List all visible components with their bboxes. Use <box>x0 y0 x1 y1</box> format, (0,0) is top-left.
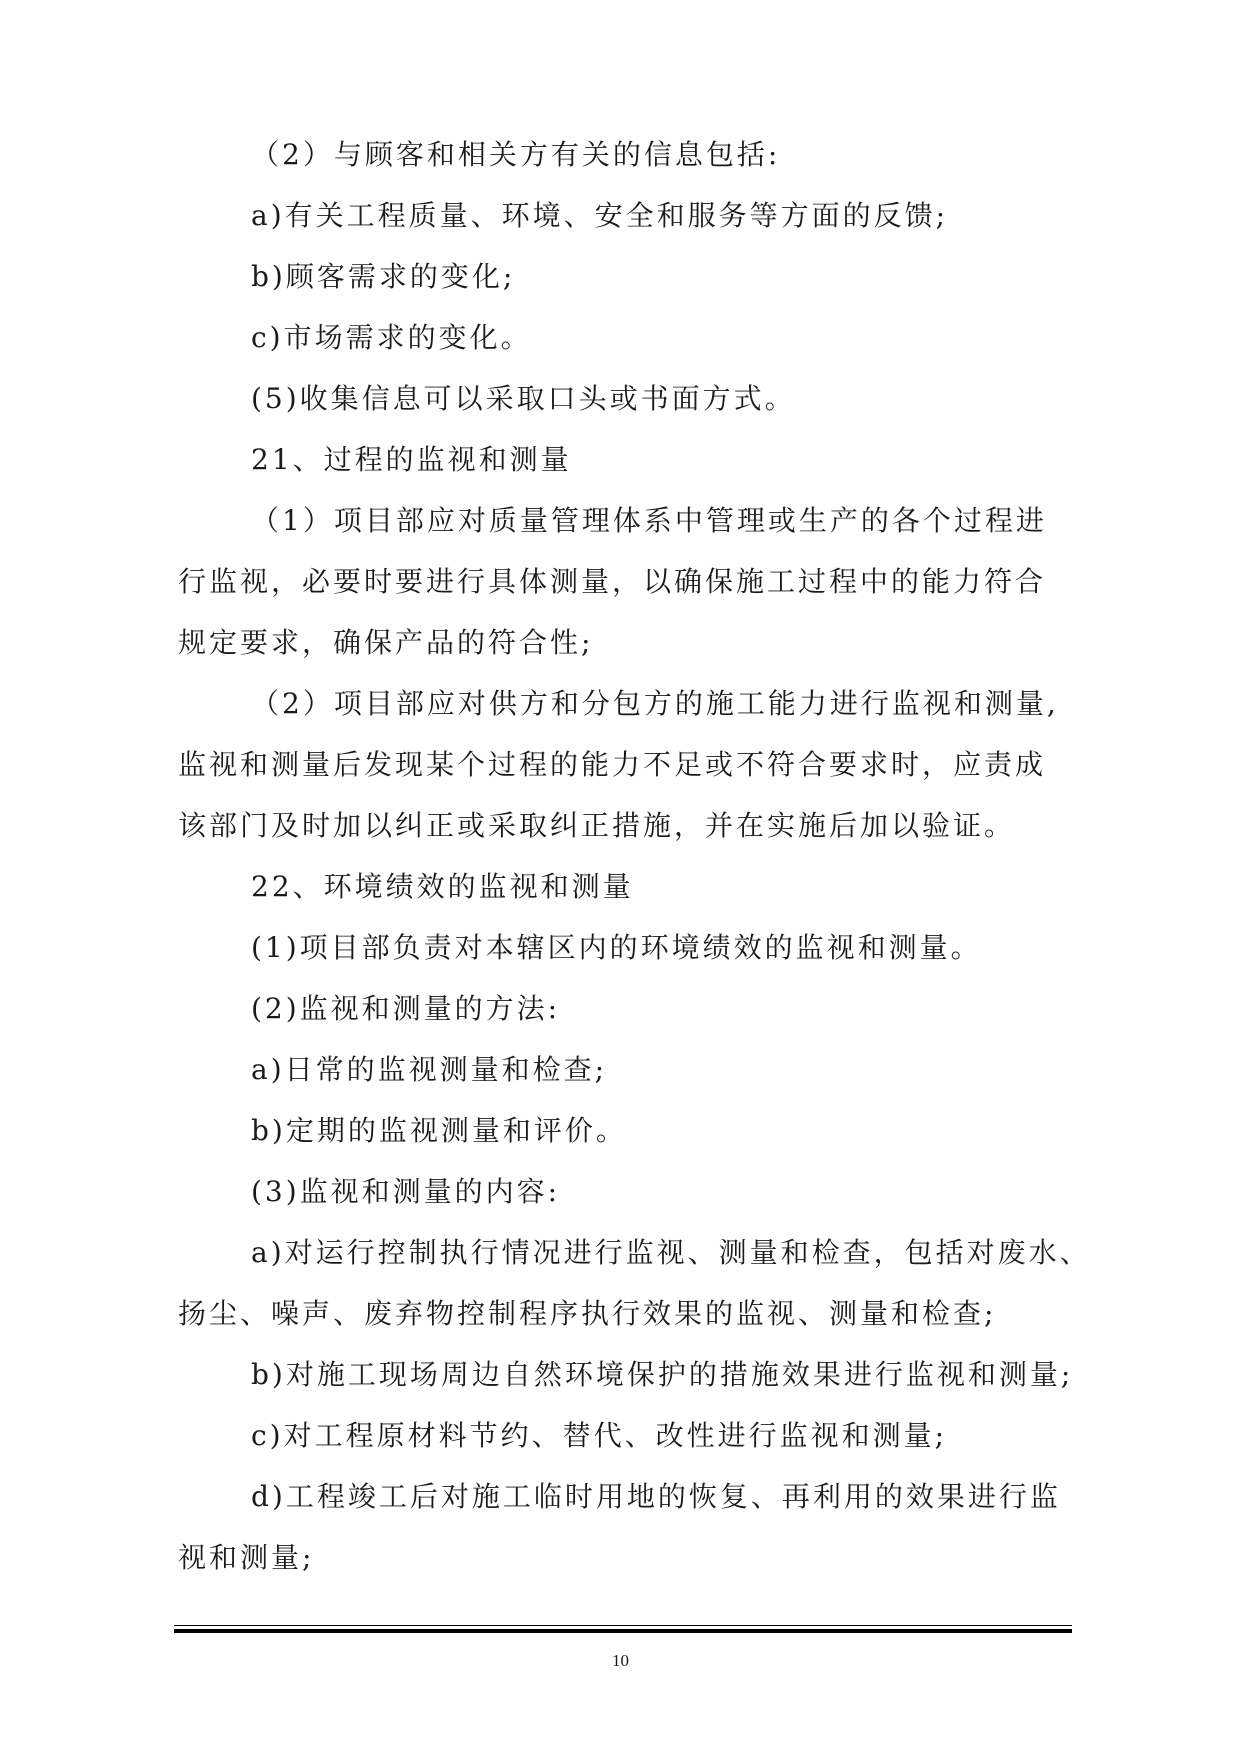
text-line: c)对工程原材料节约、替代、改性进行监视和测量; <box>251 1419 948 1452</box>
footer-rule-thick <box>174 1629 1072 1633</box>
text-line: 视和测量; <box>178 1541 315 1574</box>
text-line: 22、环境绩效的监视和测量 <box>251 870 634 903</box>
text-line: 扬尘、噪声、废弃物控制程序执行效果的监视、测量和检查; <box>178 1297 997 1330</box>
text-line: b)对施工现场周边自然环境保护的措施效果进行监视和测量; <box>251 1358 1074 1391</box>
text-line: （2）项目部应对供方和分包方的施工能力进行监视和测量, <box>251 687 1059 720</box>
text-line: 行监视，必要时要进行具体测量，以确保施工过程中的能力符合 <box>178 565 1047 598</box>
text-line: d)工程竣工后对施工临时用地的恢复、再利用的效果进行监 <box>251 1480 1061 1513</box>
text-line: c)市场需求的变化。 <box>251 321 532 354</box>
text-line: a)对运行控制执行情况进行监视、测量和检查，包括对废水、 <box>251 1236 1091 1269</box>
footer-rule-thin <box>174 1625 1072 1626</box>
text-line: (5)收集信息可以采取口头或书面方式。 <box>251 382 796 415</box>
text-line: 21、过程的监视和测量 <box>251 443 572 476</box>
text-line: (1)项目部负责对本辖区内的环境绩效的监视和测量。 <box>251 931 982 964</box>
text-line: a)日常的监视测量和检查; <box>251 1053 608 1086</box>
text-line: (2)监视和测量的方法: <box>251 992 561 1025</box>
text-line: b)定期的监视测量和评价。 <box>251 1114 627 1147</box>
text-line: （2）与顾客和相关方有关的信息包括: <box>251 138 781 171</box>
text-line: 该部门及时加以纠正或采取纠正措施，并在实施后加以验证。 <box>178 809 1016 842</box>
text-line: b)顾客需求的变化; <box>251 260 516 293</box>
text-line: 监视和测量后发现某个过程的能力不足或不符合要求时，应责成 <box>178 748 1047 781</box>
text-line: a)有关工程质量、环境、安全和服务等方面的反馈; <box>251 199 949 232</box>
text-line: (3)监视和测量的内容: <box>251 1175 561 1208</box>
text-line: 规定要求，确保产品的符合性; <box>178 626 594 659</box>
text-line: （1）项目部应对质量管理体系中管理或生产的各个过程进 <box>251 504 1047 537</box>
page-number: 10 <box>612 1651 629 1670</box>
body-text <box>178 124 1091 1588</box>
